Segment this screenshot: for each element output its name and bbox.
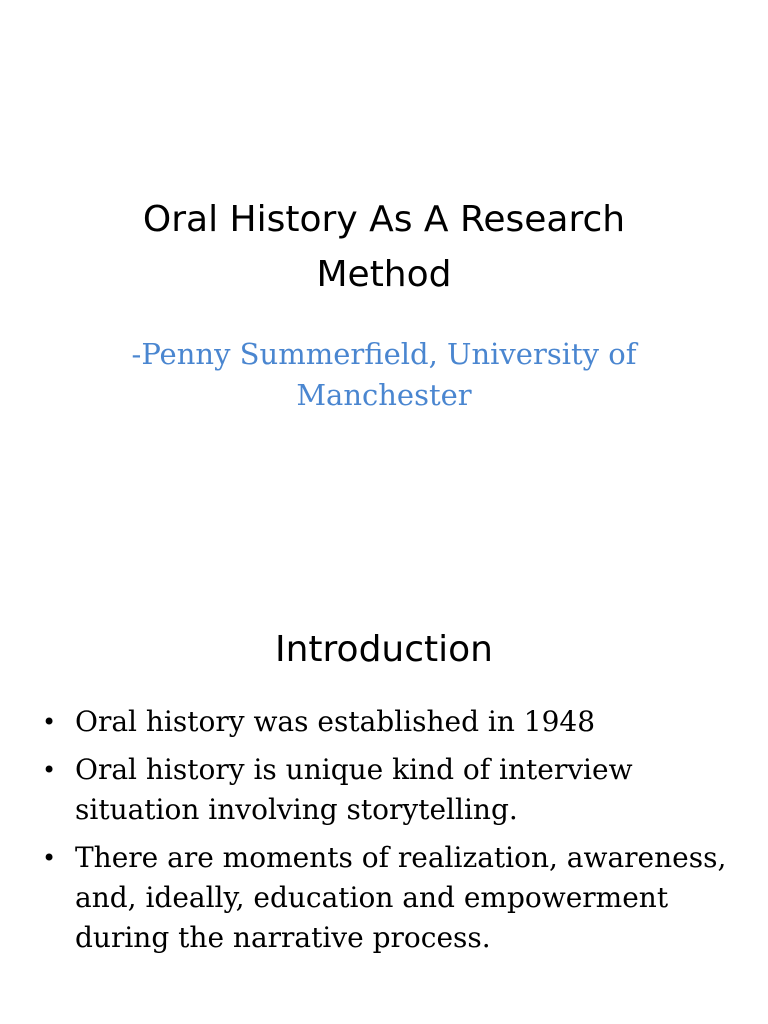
- subtitle-line-2: Manchester: [296, 378, 472, 412]
- bullet-text: Oral history is unique kind of interview situation involving storytelling.: [75, 753, 633, 826]
- introduction-slide: [0, 512, 768, 1024]
- slide-title-line-1: Oral History As A Research: [142, 199, 626, 240]
- bullet-text: Oral history was established in 1948: [75, 705, 596, 738]
- bullet-list: [38, 702, 752, 966]
- bullet-dot-icon: •: [42, 756, 57, 784]
- slide-title-line-2: Method: [316, 254, 452, 295]
- slide-title: [0, 192, 768, 302]
- bullet-dot-icon: •: [42, 844, 57, 872]
- subtitle-line-1: -Penny Summerfield, University of: [131, 337, 637, 371]
- slide-subtitle: [110, 334, 658, 416]
- bullet-item: [38, 750, 752, 830]
- bullet-item: [38, 702, 752, 742]
- bullet-dot-icon: •: [42, 708, 57, 736]
- section-heading: Introduction: [274, 629, 493, 670]
- bullet-item: [38, 838, 752, 958]
- bullet-text: There are moments of realization, awareness, and, ideally, education and empowerment during the narrative process.: [75, 841, 727, 954]
